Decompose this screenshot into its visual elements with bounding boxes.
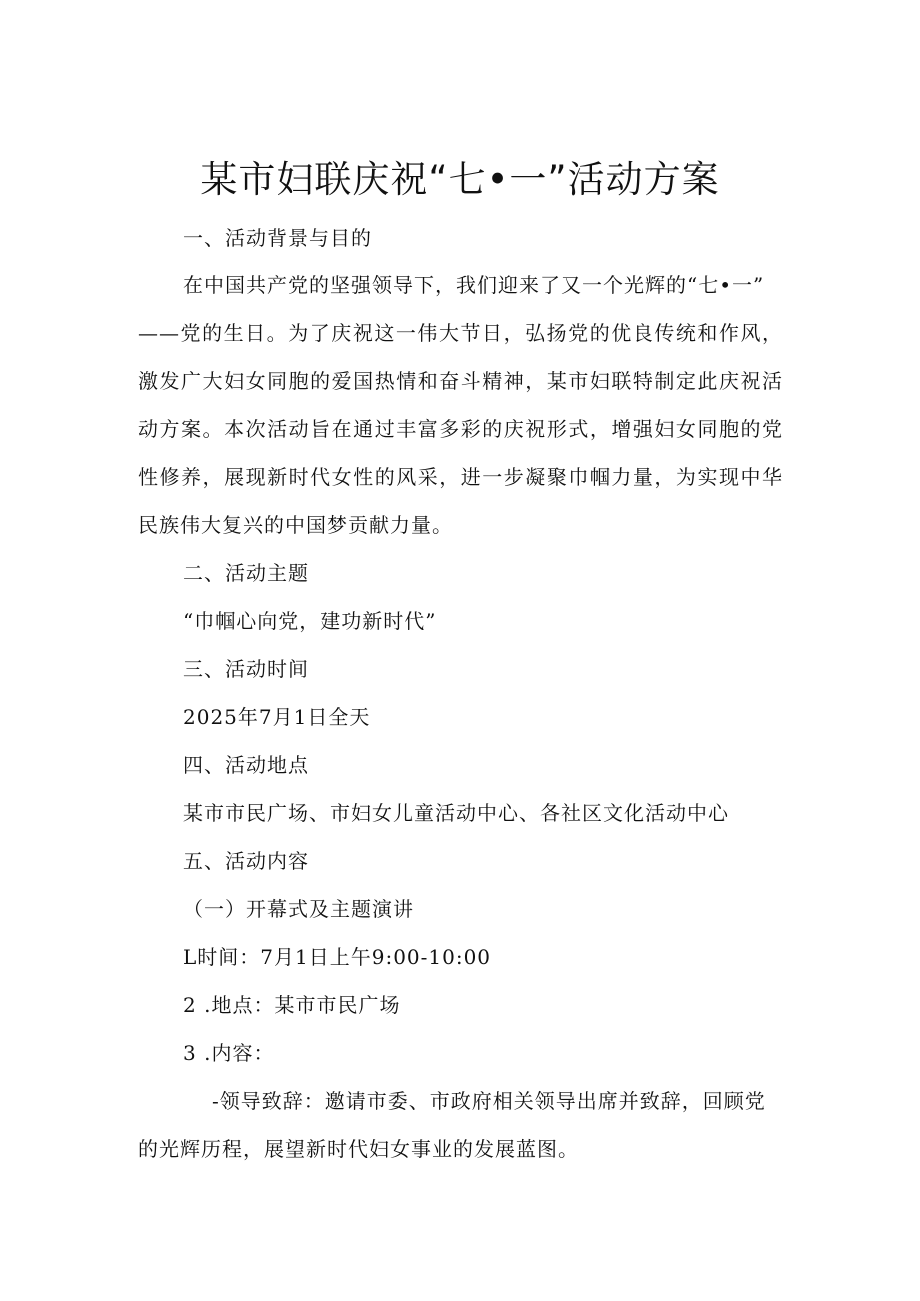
section-heading-content: 五、活动内容 (183, 849, 309, 873)
paragraph-line: 动方案。本次活动旨在通过丰富多彩的庆祝形式，增强妇女同胞的党 (138, 417, 783, 441)
section-heading-time: 三、活动时间 (183, 657, 309, 681)
content-bullet-line: 的光辉历程，展望新时代妇女事业的发展蓝图。 (138, 1137, 579, 1161)
item-content-label: 3 .内容： (183, 1041, 275, 1065)
section-heading-theme: 二、活动主题 (183, 561, 309, 585)
paragraph-line: 在中国共产党的坚强领导下，我们迎来了又一个光辉的“七•一” (183, 273, 765, 297)
section-heading-background: 一、活动背景与目的 (183, 226, 372, 250)
paragraph-line: 激发广大妇女同胞的爱国热情和奋斗精神，某市妇联特制定此庆祝活 (138, 369, 783, 393)
paragraph-line: 民族伟大复兴的中国梦贡献力量。 (138, 513, 453, 537)
document-title: 某市妇联庆祝“七•一”活动方案 (200, 158, 720, 201)
item-time: L时间：7月1日上午9:00-10:00 (183, 945, 492, 969)
section-heading-location: 四、活动地点 (183, 753, 309, 777)
event-locations: 某市市民广场、市妇女儿童活动中心、各社区文化活动中心 (183, 801, 729, 825)
item-location: 2 .地点：某市市民广场 (183, 993, 401, 1017)
event-date: 2025年7月1日全天 (183, 705, 371, 729)
theme-text: “巾帼心向党，建功新时代” (183, 609, 437, 633)
subsection-heading-opening: （一）开幕式及主题演讲 (183, 897, 414, 921)
paragraph-line: ——党的生日。为了庆祝这一伟大节日，弘扬党的优良传统和作风， (138, 321, 783, 345)
content-bullet-line: -领导致辞：邀请市委、市政府相关领导出席并致辞，回顾党 (212, 1089, 766, 1113)
paragraph-line: 性修养，展现新时代女性的风采，进一步凝聚巾帼力量，为实现中华 (138, 465, 783, 489)
